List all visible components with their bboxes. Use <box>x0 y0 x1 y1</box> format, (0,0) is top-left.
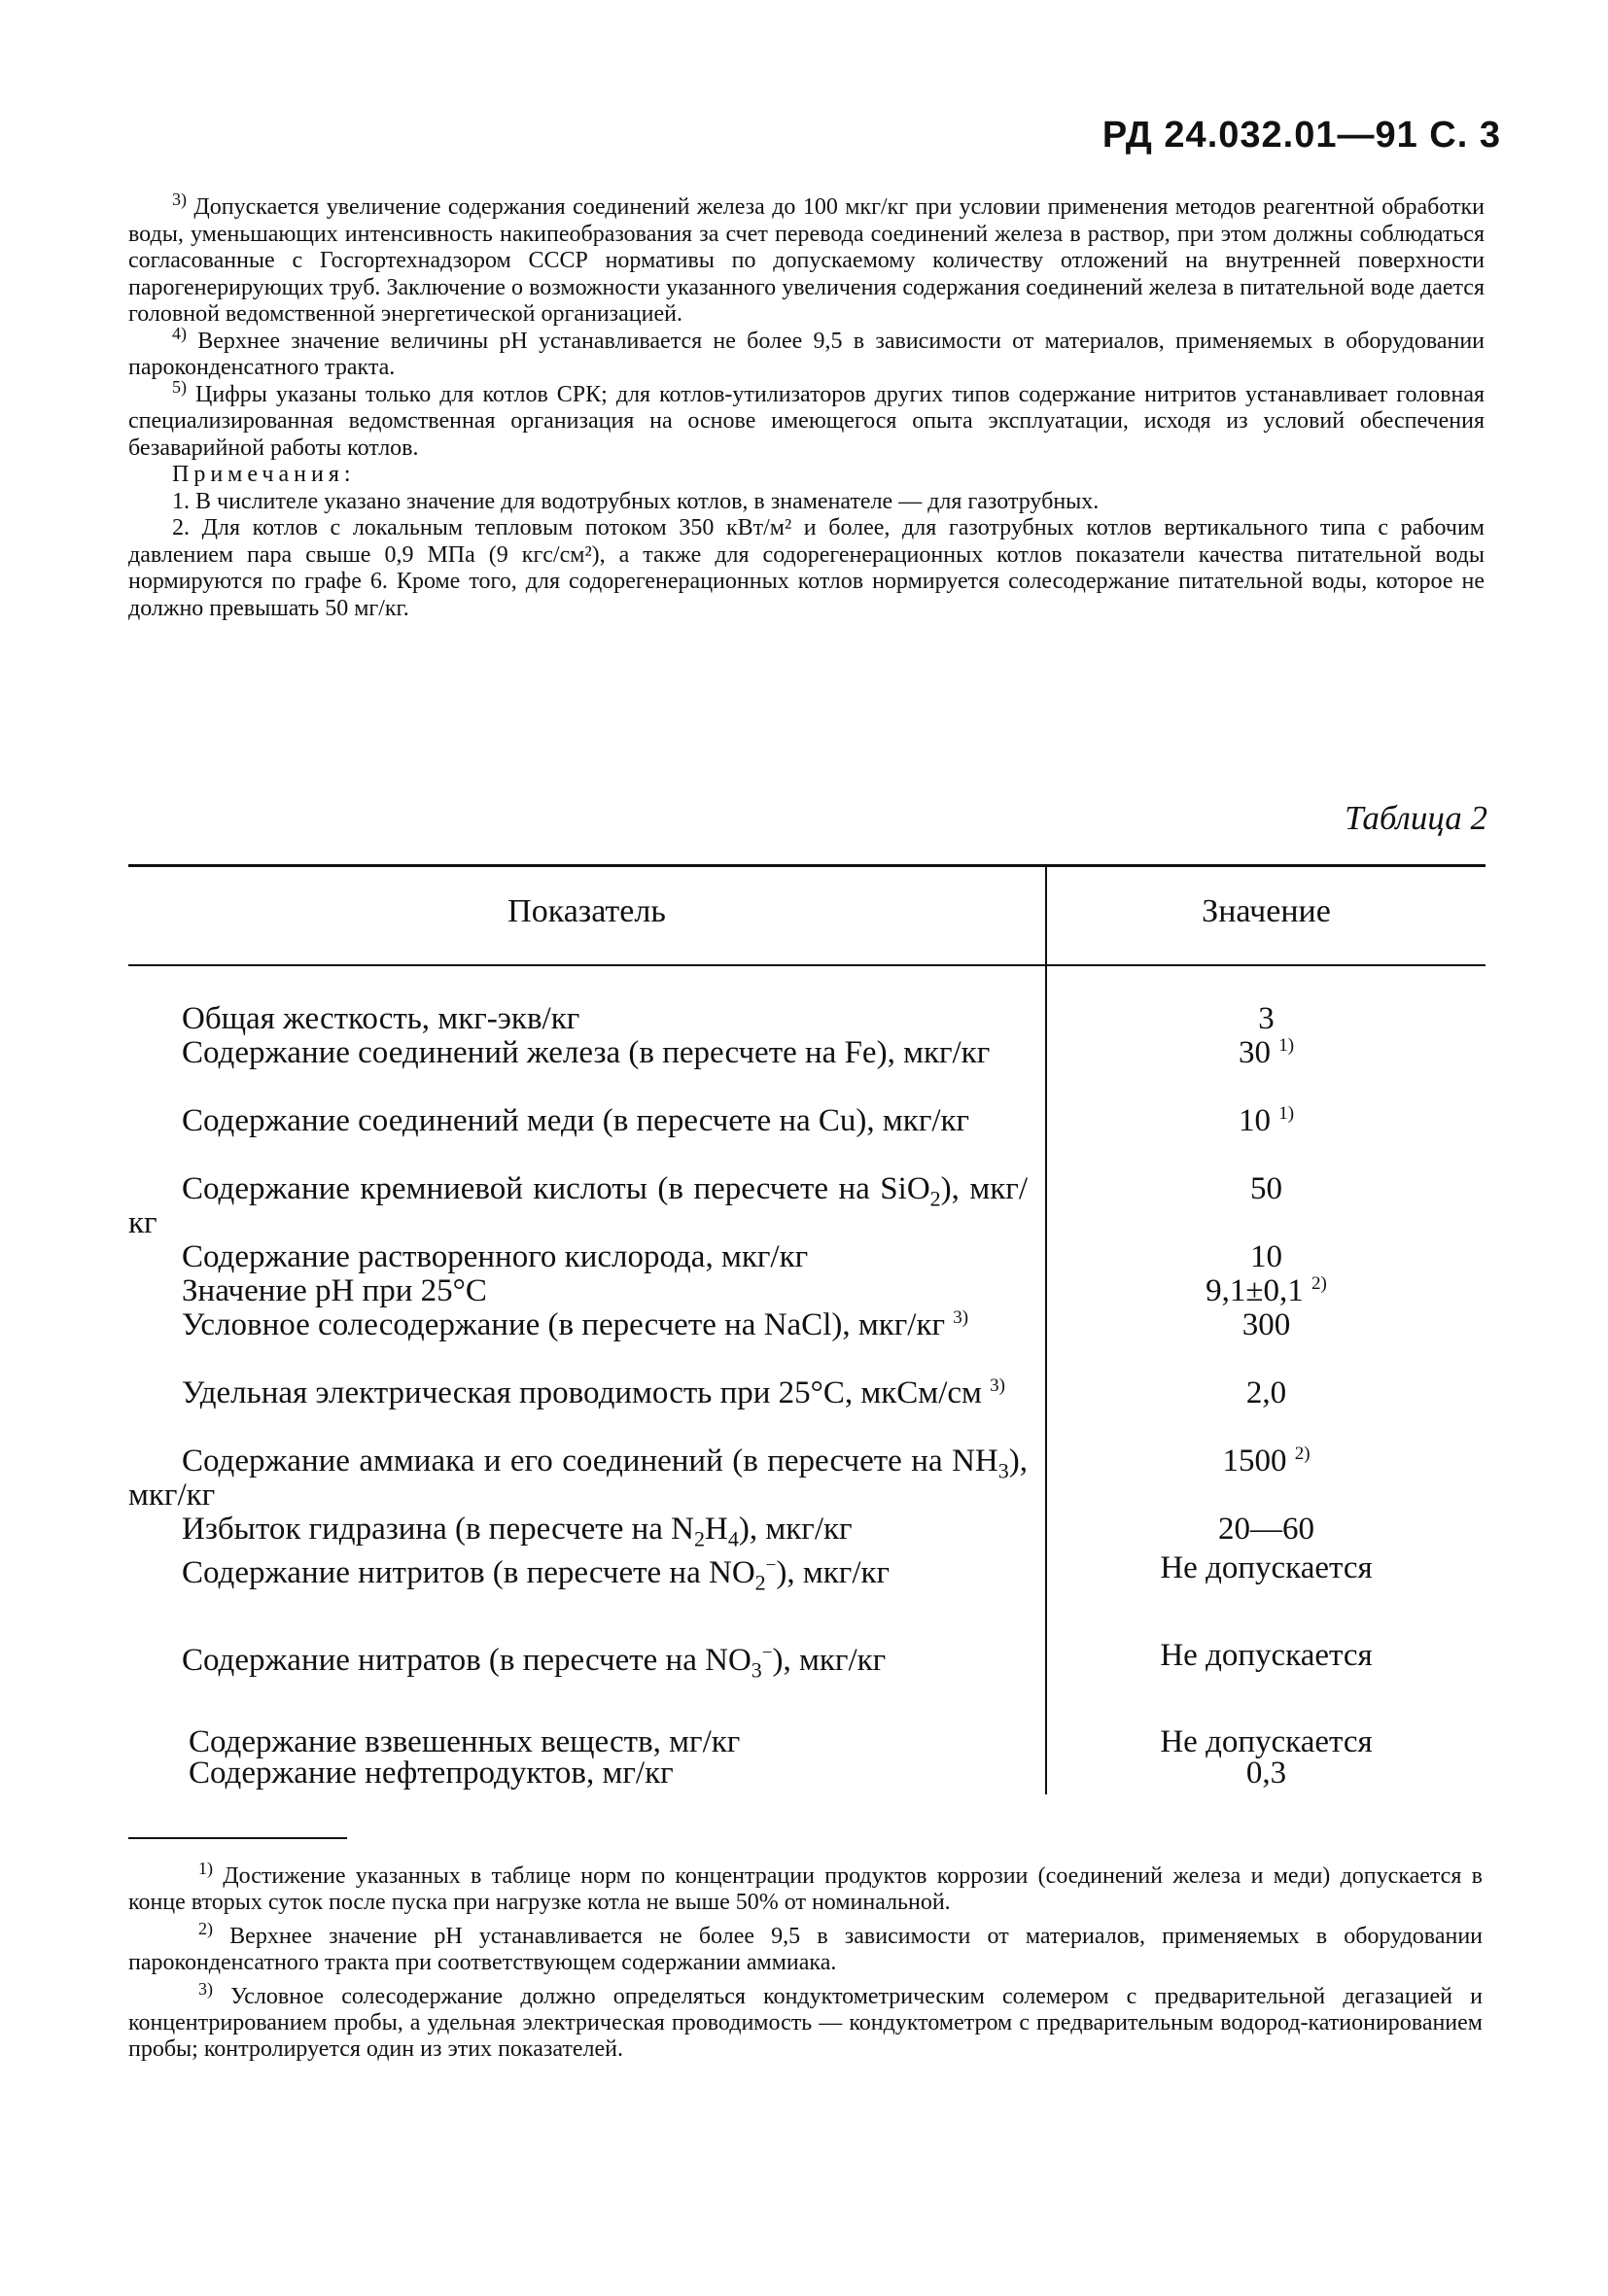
indicator-cell: Удельная электрическая проводимость при 25°C, мкСм/см $^{3)}$ <box>182 1375 1005 1410</box>
value-cell: 20—60 <box>1218 1512 1314 1547</box>
note-3 <box>128 190 1486 329</box>
indicator-cell: Содержание нитритов (в пересчете на $NO_2^-$), мкг/кг <box>182 1555 891 1595</box>
value-cell: 3 <box>1258 1001 1275 1036</box>
indicator-cell: Содержание растворенного кислорода, мкг/кг <box>182 1239 809 1274</box>
indicator-cell: Избыток гидразина (в пересчете на $N_2H_4$), мкг/кг <box>182 1512 853 1551</box>
value-cell: 30 $^{1)}$ <box>1238 1035 1295 1070</box>
footnote-3: $^{3)}$ Условное солесодержание должно определяться кондуктометрическим солемером с предварительной дегазацией и концентрированием пробы, а удельная электрическая проводимость — кондуктометром с предварительным водород-катионированием пробы; контролируется один из этих показателей. <box>128 1979 1484 2062</box>
value-cell: 9,1±0,1 $^{2)}$ <box>1206 1273 1327 1308</box>
remark-2: 2. Для котлов с локальным тепловым потоком 350 кВт/м² и более, для газотрубных котлов вертикального типа с рабочим давлением пара свыше 0,9 МПа (9 кгс/см²), а также для содорегенерационных котлов показатели качества питательной воды нормируются по графе 6. Кроме того, для содорегенерационных котлов нормируется солесодержание питательной воды, которое не должно превышать 50 мг/кг. <box>128 515 1485 621</box>
footnote-1: $^{1)}$ Достижение указанных в таблице норм по концентрации продуктов коррозии (соединений железа и меди) допускается в конце вторых суток после пуска при нагрузке котла не выше 50% от номинальной. <box>128 1859 1484 1915</box>
value-cell: 300 <box>1241 1307 1291 1342</box>
remark-1: 1. В числителе указано значение для водотрубных котлов, в знаменателе — для газотрубных. <box>172 488 1100 514</box>
value-cell: 1500 $^{2)}$ <box>1222 1444 1311 1478</box>
value-cell: 50 <box>1250 1171 1282 1206</box>
footnote-separator <box>128 1837 347 1839</box>
indicator-cell: Содержание взвешенных веществ, мг/кг <box>189 1724 741 1759</box>
value-cell: 2,0 <box>1245 1375 1287 1410</box>
table-header-rule <box>128 964 1486 966</box>
indicator-cell: Значение pH при 25°C <box>182 1273 487 1308</box>
indicator-cell: Содержание аммиака и его соединений (в пересчете на $NH_3$), мкг/кг <box>128 1444 1028 1513</box>
document-code-header: РД 24.032.01—91 С. 3 <box>1101 115 1501 156</box>
table-title: Таблица 2 <box>1345 799 1487 837</box>
note-5 <box>128 376 1486 463</box>
value-cell: 10 <box>1250 1239 1282 1274</box>
footnote-2: $^{2)}$ Верхнее значение pH устанавливается не более 9,5 в зависимости от материалов, применяемых в оборудовании пароконденсатного тракта при соответствующем содержании аммиака. <box>128 1919 1484 1975</box>
note-mark: 4) <box>172 323 187 343</box>
note-mark: 3) <box>172 190 187 209</box>
note-text: Допускается увеличение содержания соединений железа до 100 мкг/кг при условии применения методов реагентной обработки воды, уменьшающих интенсивность накипеобразования за счет перевода соединений железа в раствор, при этом должны соблюдаться согласованные с Госгортехнадзором СССР нормативы по допускаемому количеству отложений на внутренней поверхности парогенерирующих труб. Заключение о возможности указанного увеличения содержания соединений железа в питательной воде дается головной ведомственной энергетической организацией. <box>128 194 1486 327</box>
value-cell: Не допускается <box>1160 1638 1373 1673</box>
indicator-cell: Условное солесодержание (в пересчете на NaCl), мкг/кг $^{3)}$ <box>182 1307 969 1342</box>
indicator-cell: Содержание кремниевой кислоты (в пересчете на SiO$_2$), мкг/кг <box>128 1171 1029 1240</box>
indicator-cell: Общая жесткость, мкг-экв/кг <box>182 1001 580 1036</box>
table-top-rule <box>128 864 1486 867</box>
notes-block <box>128 190 1486 622</box>
value-cell: Не допускается <box>1160 1550 1373 1585</box>
note-mark: 5) <box>172 376 187 397</box>
indicator-cell: Содержание соединений железа (в пересчете на Fe), мкг/кг <box>182 1035 991 1070</box>
indicator-cell: Содержание нефтепродуктов, мг/кг <box>189 1756 674 1791</box>
footnotes-block <box>128 1859 1484 2070</box>
note-4 <box>128 323 1486 382</box>
value-cell: 0,3 <box>1245 1756 1287 1791</box>
remarks-heading: Примечания: <box>172 462 356 487</box>
note-text: Цифры указаны только для котлов СРК; для котлов-утилизаторов других типов содержание нитритов устанавливает головная специализированная ведомственная организация на основе имеющегося опыта эксплуатации, исходя из условий обеспечения безаварийной работы котлов. <box>128 381 1486 461</box>
value-cell: 10 $^{1)}$ <box>1238 1103 1295 1138</box>
indicator-cell: Содержание соединений меди (в пересчете на Cu), мкг/кг <box>182 1103 970 1138</box>
water-quality-table <box>128 864 1486 1794</box>
value-cell: Не допускается <box>1160 1724 1373 1759</box>
indicator-cell: Содержание нитратов (в пересчете на $NO_3^-$), мкг/кг <box>182 1643 887 1683</box>
column-header-indicator: Показатель <box>507 893 666 929</box>
column-header-value: Значение <box>1202 893 1331 929</box>
note-text: Верхнее значение величины pH устанавливается не более 9,5 в зависимости от материалов, применяемых в оборудовании пароконденсатного тракта. <box>128 328 1486 380</box>
